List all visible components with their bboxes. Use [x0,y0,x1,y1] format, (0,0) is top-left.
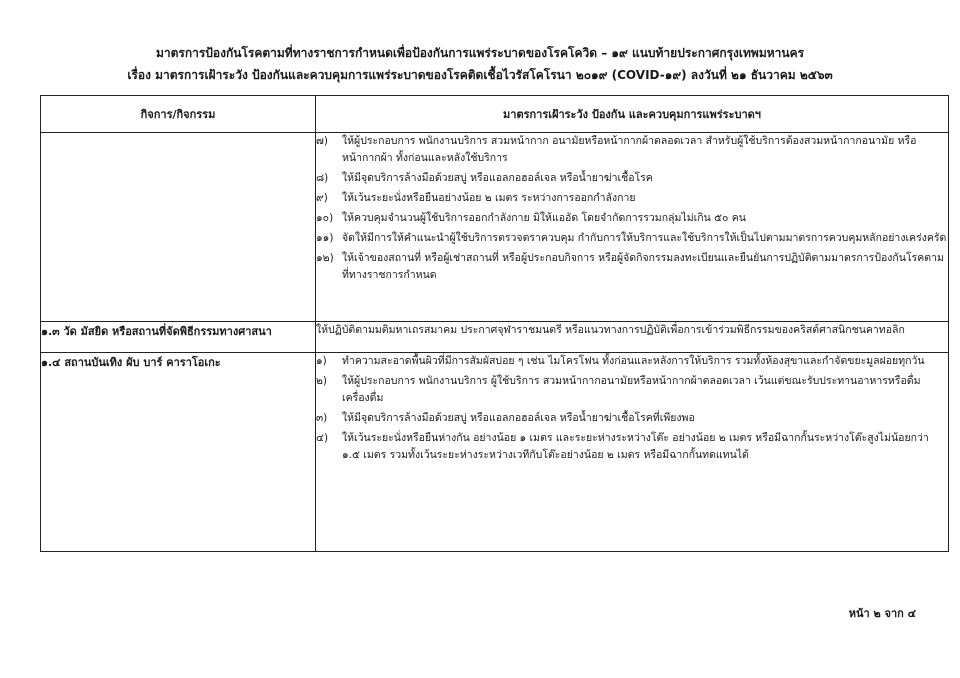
list-item [316,190,948,207]
item-text: ให้มีจุดบริการล้างมือด้วยสบู่ หรือแอลกอฮอล์เจล หรือน้ำยาฆ่าเชื้อโรค [342,172,653,184]
measures-table [40,95,949,552]
item-text: ให้มีจุดบริการล้างมือด้วยสบู่ หรือแอลกอฮอล์เจล หรือน้ำยาฆ่าเชื้อโรคที่เพียงพอ [342,412,695,424]
page-number: หน้า ๒ จาก ๔ [848,607,916,620]
list-item [316,430,948,464]
table-row [41,322,949,353]
item-number: ๔) [316,432,329,444]
list-item [316,410,948,427]
list-item [316,250,948,284]
list-item [316,373,948,407]
item-text: ให้เว้นระยะนั่งหรือยืนห่างกัน อย่างน้อย ๑ เมตร และระยะห่างระหว่างโต๊ะ อย่างน้อย ๒ เมตร หรือมีฉากกั้นระหว่างโต๊ะสูงไม่น้อยกว่า ๑.๕ เมตร รวมทั้งเว้นระยะห่างระหว่างเวทีกับโต๊ะอย่างน้อย ๒ เมตร หรือมีฉากกั้นทดแทนได้ [342,432,929,461]
header-line-1: มาตรการป้องกันโรคตามที่ทางราชการกำหนดเพื่อป้องกันการแพร่ระบาดของโรคโควิด – ๑๙ แนบท้ายประกาศกรุงเทพมหานคร [155,46,805,60]
activity-cell [41,133,316,322]
table-row [41,353,949,552]
list-item [316,210,948,227]
table-header-row [41,96,949,133]
col-activity-header: กิจการ/กิจกรรม [41,96,316,133]
item-number: ๒) [316,375,328,387]
item-number: ๑๑) [316,232,334,244]
activity-cell: ๑.๔ สถานบันเทิง ผับ บาร์ คาราโอเกะ [41,353,316,552]
document-header [40,42,920,86]
item-text: ให้ผู้ประกอบการ พนักงานบริการ สวมหน้ากาก อนามัยหรือหน้ากากผ้าตลอดเวลา สำหรับผู้ใช้บริการต้องสวมหน้ากากอนามัย หรือหน้ากากผ้า ทั้งก่อนและหลังใช้บริการ [342,135,917,164]
list-item [316,353,948,370]
item-number: ๘) [316,172,329,184]
item-number: ๑๒) [316,252,334,264]
measures-cell [316,353,949,552]
list-item [316,133,948,167]
table-row [41,133,949,322]
item-text: ให้ผู้ประกอบการ พนักงานบริการ ผู้ใช้บริการ สวมหน้ากากอนามัยหรือหน้ากากผ้าตลอดเวลา เว้นแต่ขณะรับประทานอาหารหรือดื่มเครื่องดื่ม [342,375,921,404]
item-number: ๗) [316,135,328,147]
col-measures-header: มาตรการเฝ้าระวัง ป้องกัน และควบคุมการแพร่ระบาดฯ [316,96,949,133]
item-text: ให้เว้นระยะนั่งหรือยืนอย่างน้อย ๒ เมตร ระหว่างการออกกำลังกาย [342,192,636,204]
measures-cell: ให้ปฏิบัติตามมติมหาเถรสมาคม ประกาศจุฬาราชมนตรี หรือแนวทางการปฏิบัติเพื่อการเข้าร่วมพิธีกรรมของคริสต์ศาสนิกชนคาทอลิก [316,322,949,353]
header-line-2: เรื่อง มาตรการเฝ้าระวัง ป้องกันและควบคุมการแพร่ระบาดของโรคติดเชื้อไวรัสโคโรนา ๒๐๑๙ (COVID-๑๙) ลงวันที่ ๒๑ ธันวาคม ๒๕๖๓ [127,68,833,82]
activity-cell: ๑.๓ วัด มัสยิด หรือสถานที่จัดพิธีกรรมทางศาสนา [41,322,316,353]
item-number: ๓) [316,412,328,424]
item-text: ให้เจ้าของสถานที่ หรือผู้เช่าสถานที่ หรือผู้ประกอบกิจการ หรือผู้จัดกิจกรรมลงทะเบียนและยืนยันการปฏิบัติตามมาตรการป้องกันโรคตามที่ทางราชการกำหนด [342,252,944,281]
item-text: จัดให้มีการให้คำแนะนำผู้ใช้บริการตรวจตราควบคุม กำกับการให้บริการและใช้บริการให้เป็นไปตามมาตรการควบคุมหลักอย่างเคร่งครัด [342,232,947,244]
measures-cell [316,133,949,322]
list-item [316,170,948,187]
item-text: ให้ควบคุมจำนวนผู้ใช้บริการออกกำลังกาย มิให้แออัด โดยจำกัดการรวมกลุ่มไม่เกิน ๕๐ คน [342,212,746,224]
list-item [316,230,948,247]
item-number: ๙) [316,192,328,204]
item-number: ๑) [316,355,327,367]
item-text: ทำความสะอาดพื้นผิวที่มีการสัมผัสบ่อย ๆ เช่น ไมโครโฟน ทั้งก่อนและหลังการให้บริการ รวมทั้งห้องสุขาและกำจัดขยะมูลฝอยทุกวัน [342,355,925,367]
item-number: ๑๐) [316,212,334,224]
